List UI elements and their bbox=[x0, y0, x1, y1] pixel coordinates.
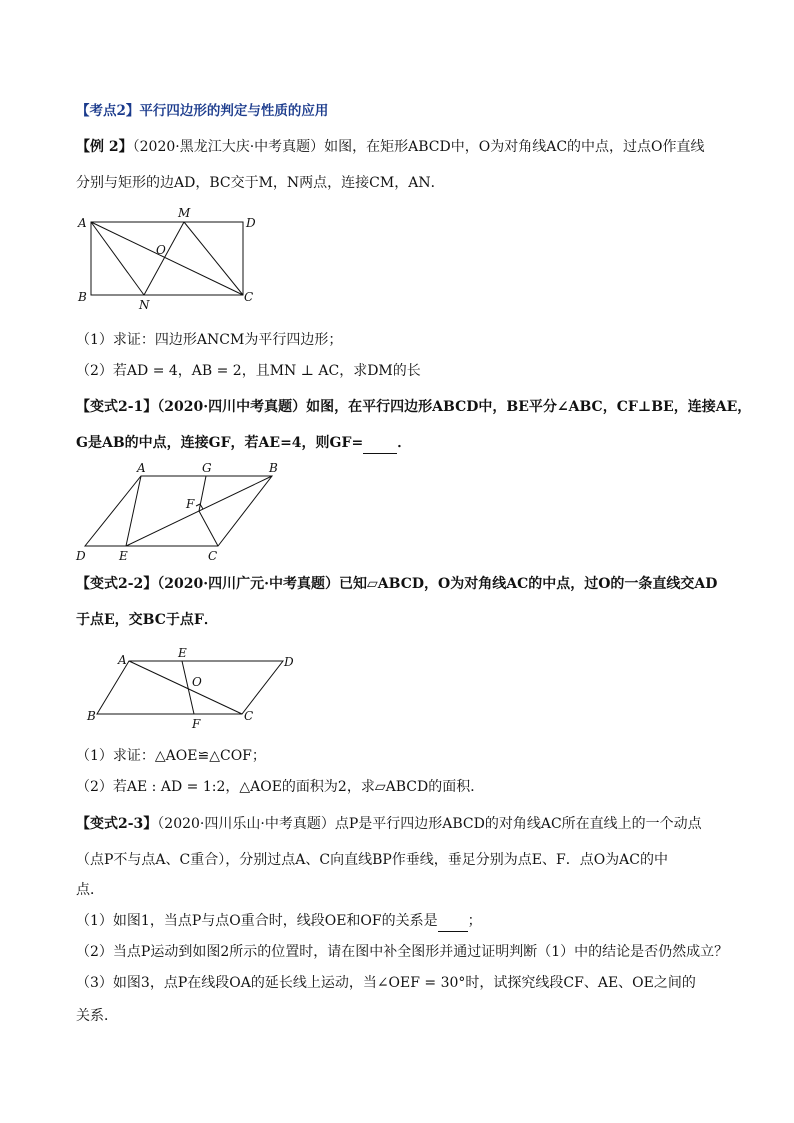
fig3-label-d: D bbox=[284, 655, 294, 669]
fig2-label-a: A bbox=[137, 461, 146, 475]
fig1-label-c: C bbox=[244, 290, 254, 304]
example2-line2: 分别与矩形的边AD，BC交于M，N两点，连接CM，AN． bbox=[76, 175, 445, 191]
variant23-q1-end: ； bbox=[467, 913, 482, 929]
variant22-q2: （2）若AE : AD = 1:2，△AOE的面积为2，求▱ABCD的面积． bbox=[76, 779, 485, 795]
example2-q2: （2）若AD = 4，AB = 2，且MN ⊥ AC，求DM的长 bbox=[76, 363, 421, 379]
variant22-text1: （2020·四川广元·中考真题）已知▱ABCD，O为对角线AC的中点，过O的一条直线交AD bbox=[157, 576, 718, 592]
seg-cf bbox=[199, 511, 218, 546]
variant21-text2-end: ． bbox=[397, 435, 412, 451]
variant23-q2: （2）当点P运动到如图2所示的位置时，请在图中补全图形并通过证明判断（1）中的结论是否仍然成立？ bbox=[76, 944, 729, 960]
variant23-tag: 【变式2-3】 bbox=[76, 816, 158, 832]
figure-parallelogram-line-through-o bbox=[84, 642, 304, 732]
seg-gf bbox=[199, 476, 206, 511]
fig2-label-d: D bbox=[76, 549, 86, 563]
variant22-line2: 于点E，交BC于点F． bbox=[76, 612, 218, 628]
variant23-text1: （2020·四川乐山·中考真题）点P是平行四边形ABCD的对角线AC所在直线上的一个动点 bbox=[157, 816, 702, 832]
diag-ac-2 bbox=[129, 661, 242, 714]
fig2-label-g: G bbox=[202, 461, 212, 475]
para-abcd-2 bbox=[97, 661, 283, 714]
fig3-label-c: C bbox=[244, 709, 254, 723]
example2-line1 bbox=[76, 137, 705, 157]
fig2-label-e: E bbox=[119, 549, 128, 563]
variant23-q3-line2: 关系． bbox=[76, 1008, 118, 1024]
figure-parallelogram-bisector bbox=[76, 460, 296, 565]
variant22-line1 bbox=[76, 574, 717, 594]
section-heading: 【考点2】平行四边形的判定与性质的应用 bbox=[76, 103, 329, 119]
fig2-label-b: B bbox=[269, 461, 278, 475]
fig1-label-a: A bbox=[78, 216, 87, 230]
seg-ae bbox=[126, 476, 141, 546]
example2-text1: （2020·黑龙江大庆·中考真题）如图，在矩形ABCD中，O为对角线AC的中点，过点O作直线 bbox=[132, 139, 705, 155]
variant23-line2: （点P不与点A、C重合），分别过点A、C向直线BP作垂线，垂足分别为点E、F．点O为AC的中 bbox=[76, 852, 669, 868]
variant21-line1 bbox=[76, 397, 751, 417]
fig1-label-d: D bbox=[246, 216, 256, 230]
fig1-label-m: M bbox=[178, 206, 191, 220]
para-abcd bbox=[85, 476, 272, 546]
fig2-label-c: C bbox=[208, 549, 218, 563]
variant21-text2: G是AB的中点，连接GF，若AE=4，则GF= bbox=[76, 435, 364, 451]
seg-cm bbox=[184, 222, 243, 295]
example2-q1: （1）求证：四边形ANCM为平行四边形； bbox=[76, 332, 343, 348]
variant21-tag: 【变式2-1】 bbox=[76, 399, 158, 415]
fig3-label-f: F bbox=[192, 717, 201, 731]
fig2-label-f: F bbox=[186, 497, 195, 511]
answer-blank-oe-of[interactable] bbox=[438, 911, 468, 932]
variant23-q3-line1: （3）如图3，点P在线段OA的延长线上运动，当∠OEF = 30°时，试探究线段CF、AE、OE之间的 bbox=[76, 975, 696, 991]
fig3-label-e: E bbox=[178, 646, 187, 660]
variant22-tag: 【变式2-2】 bbox=[76, 576, 158, 592]
fig1-label-b: B bbox=[78, 290, 87, 304]
seg-mn bbox=[144, 222, 184, 295]
variant23-q1-text: （1）如图1，当点P与点O重合时，线段OE和OF的关系是 bbox=[76, 913, 438, 929]
fig3-label-o: O bbox=[192, 675, 202, 689]
variant23-line1 bbox=[76, 814, 702, 834]
example2-tag: 【例 2】 bbox=[76, 139, 133, 155]
variant22-q1: （1）求证：△AOE≌△COF； bbox=[76, 748, 266, 764]
fig3-label-b: B bbox=[87, 709, 96, 723]
diag-ac bbox=[91, 222, 243, 295]
answer-blank-gf[interactable] bbox=[363, 433, 397, 454]
fig1-label-o: O bbox=[156, 243, 166, 257]
figure-rectangle-abcd bbox=[76, 205, 266, 312]
variant23-line3: 点． bbox=[76, 882, 104, 898]
seg-an bbox=[91, 222, 144, 295]
variant23-q1 bbox=[76, 911, 482, 932]
fig3-label-a: A bbox=[118, 653, 127, 667]
fig1-label-n: N bbox=[139, 298, 150, 312]
variant21-line2 bbox=[76, 433, 411, 454]
variant21-text1: （2020·四川中考真题）如图，在平行四边形ABCD中，BE平分∠ABC，CF⊥BE，连接AE， bbox=[157, 399, 752, 415]
